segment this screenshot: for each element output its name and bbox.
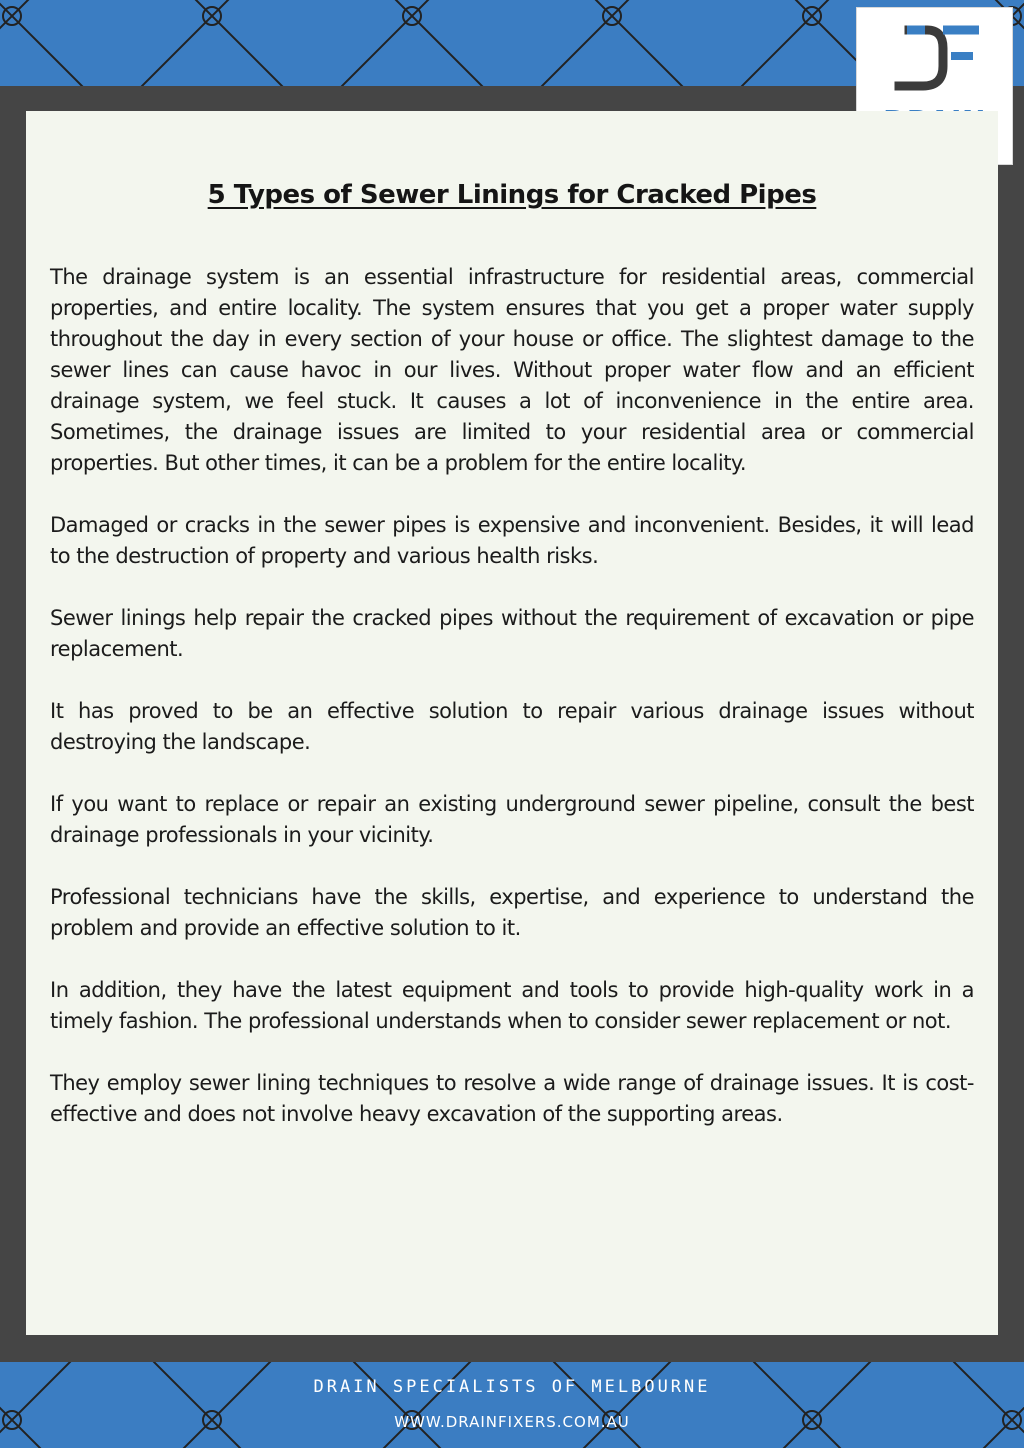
paragraph-linings: Sewer linings help repair the cracked pipes without the requirement of excavation or pipe replacement. <box>50 606 974 661</box>
footer-band <box>0 1362 1024 1448</box>
paragraph-intro: The drainage system is an essential infrastructure for residential areas, commercial properties, and entire locality. The system ensures that you get a proper water supply throughout the day in every section of your house or office. The slightest damage to the sewer lines can cause havoc in our lives. Without proper water flow and an efficient drainage system, we feel stuck. It causes a lot of inconvenience in the entire area. Sometimes, the drainage issues are limited to your residential area or commercial properties. But other times, it can be a problem for the entire locality. <box>50 265 974 475</box>
lattice-line <box>512 0 712 86</box>
paragraph-equipment: In addition, they have the latest equipment and tools to provide high-quality work in a timely fashion. The professional understands when to consider sewer replacement or not. <box>50 978 974 1033</box>
page-title: 5 Types of Sewer Linings for Cracked Pipes <box>207 180 817 210</box>
lattice-line <box>512 1362 712 1448</box>
lattice-line <box>0 0 112 86</box>
df-monogram-icon <box>857 8 1012 108</box>
lattice-line <box>112 1362 312 1448</box>
lattice-line <box>712 1362 912 1448</box>
paragraph-consult: If you want to replace or repair an existing underground sewer pipeline, consult the best drainage professionals in your vicinity. <box>50 792 974 847</box>
lattice-line <box>112 1362 312 1448</box>
lattice-line <box>112 0 312 86</box>
footer-tagline: DRAIN SPECIALISTS OF MELBOURNE <box>313 1377 711 1397</box>
lattice-pattern <box>0 1362 1024 1448</box>
paragraph-technicians: Professional technicians have the skills, expertise, and experience to understand the problem and provide an effective solution to it. <box>50 885 974 940</box>
paragraph-solution: It has proved to be an effective solution to repair various drainage issues without destroying the landscape. <box>50 699 974 754</box>
lattice-line <box>912 1362 1024 1448</box>
lattice-line <box>312 1362 512 1448</box>
lattice-line <box>0 1362 112 1448</box>
lattice-line <box>712 1362 912 1448</box>
lattice-line <box>312 0 512 86</box>
lattice-line <box>112 0 312 86</box>
paragraph-damage: Damaged or cracks in the sewer pipes is expensive and inconvenient. Besides, it will lead to the destruction of property and various health risks. <box>50 513 974 568</box>
lattice-line <box>0 0 112 86</box>
lattice-line <box>512 0 712 86</box>
footer-website-link[interactable]: WWW.DRAINFIXERS.COM.AU <box>394 1413 630 1431</box>
lattice-line <box>312 1362 512 1448</box>
paragraph-techniques: They employ sewer lining techniques to resolve a wide range of drainage issues. It is cost-effective and does not involve heavy excavation of the supporting areas. <box>50 1071 974 1126</box>
lattice-line <box>312 0 512 86</box>
article-body <box>50 262 974 1161</box>
lattice-line <box>512 1362 712 1448</box>
